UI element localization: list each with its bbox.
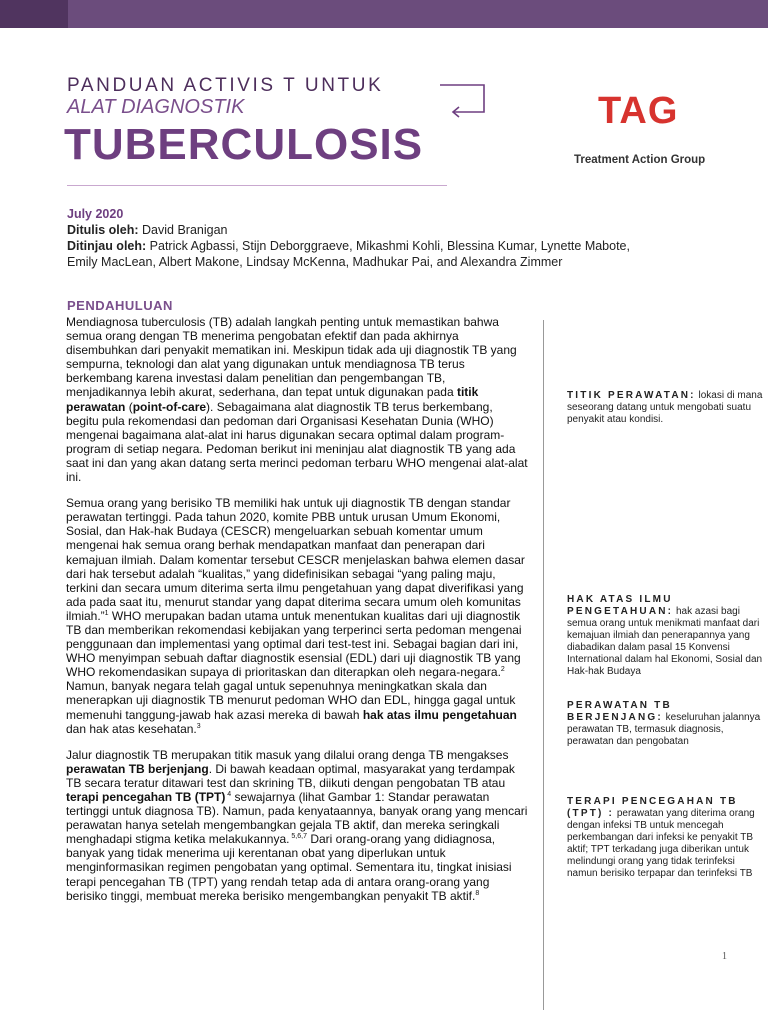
glossary-item bbox=[567, 390, 767, 426]
p1-text-c: ( bbox=[125, 399, 133, 414]
p3-text-e: sewajarnya (lihat Gambar 1: Standar perawatan tertinggi untuk diagnosa TB). Namun, pada kenyataannya, banyak orang yang mencari perawatan hanya setelah mengembangkan gejala TB aktif, dan mereka seringkali menghadapi stigma ketika melakukannya. bbox=[66, 790, 528, 847]
reviewers-names-1: Patrick Agbassi, Stijn Deborggraeve, Mikashmi Kohli, Blessina Kumar, Lynette Mabote, bbox=[149, 239, 630, 253]
glossary-term: TERAPI PENCEGAHAN TB (TPT) : bbox=[567, 796, 738, 819]
p1-bold-term: titik perawatan bbox=[66, 385, 479, 414]
p3-bold-term: perawatan TB berjenjang bbox=[66, 761, 209, 776]
glossary-definition: lokasi di mana seseorang datang untuk mengobati suatu penyakit atau kondisi. bbox=[567, 390, 763, 425]
glossary-item bbox=[567, 594, 767, 678]
title-bracket-arrow-icon bbox=[440, 84, 492, 120]
publish-date: July 2020 bbox=[67, 207, 124, 221]
p2-text-e: dan hak atas kesehatan. bbox=[66, 721, 197, 736]
glossary-term: HAK ATAS ILMU PENGETAHUAN: bbox=[567, 594, 674, 617]
footnote-ref: 8 bbox=[475, 889, 480, 897]
page-title: TUBERCULOSIS bbox=[64, 120, 424, 169]
p3-text-f: Dari orang-orang yang didiagnosa, banyak yang tidak menerima uji kerentanan obat yang diperlukan untuk menginformasikan regimen pengobatan yang optimal. Sementara itu, tingkat inisiasi terapi pencegahan TB (TPT) yang rendah tetap ada di antara orang-orang yang berisiko tinggi, membuat mereka berisiko mengembangkan penyakit TB aktif. bbox=[66, 832, 512, 903]
p2-text-b: WHO merupakan badan utama untuk menentukan kualitas dari uji diagnostik TB dan memberikan rekomendasi kebijakan yang terperinci serta pedoman mengenai penggunaan dan implementasi yang optimal dari test-test ini. Sebagai bagian dari ini, WHO menyimpan sebuah daftar diagnostik esensial (EDL) dari uji diagnostik TB yang WHO rekomendasikan supaya di prioritaskan dan diterapkan oleh negara-negara. bbox=[66, 608, 522, 680]
footnote-ref: 2 bbox=[500, 666, 505, 674]
reviewers-names-2: Emily MacLean, Albert Makone, Lindsay McKenna, Madhukar Pai, and Alexandra Zimmer bbox=[67, 255, 563, 269]
title-subtitle: ALAT DIAGNOSTIK bbox=[67, 96, 245, 118]
footnote-ref: 3 bbox=[196, 722, 201, 730]
glossary-item bbox=[567, 700, 767, 748]
glossary-definition: hak azasi bagi semua orang untuk menikmati manfaat dari kemajuan ilmiah dan penerapannya yang diabadikan dalam pasal 15 Konvensi International dalam hal Ekonomi, Sosial dan Hak-hak Budaya bbox=[567, 606, 763, 677]
glossary-term: TITIK PERAWATAN: bbox=[567, 390, 696, 401]
footnote-ref: 1 bbox=[104, 609, 109, 617]
top-banner-accent bbox=[0, 0, 68, 28]
author-name: David Branigan bbox=[142, 223, 228, 237]
section-heading: PENDAHULUAN bbox=[67, 298, 173, 313]
p3-text-a: Jalur diagnostik TB merupakan titik masuk yang dilalui orang denga TB mengakses bbox=[66, 747, 509, 762]
reviewers-label: Ditinjau oleh: bbox=[67, 239, 147, 253]
page-number: 1 bbox=[722, 951, 727, 962]
glossary-definition: perawatan yang diterima orang dengan infeksi TB untuk mencegah perkembangan dari infeksi ke penyakit TB aktif; TPT terkadang juga diberikan untuk melindungi orang yang tidak terinfeksi namun berisiko terpapar dan terinfeksi TB bbox=[567, 808, 755, 879]
column-divider bbox=[543, 320, 544, 1010]
p3-bold-term-2: terapi pencegahan TB (TPT) bbox=[66, 790, 226, 804]
p2-text-c: Namun, banyak negara telah gagal untuk sepenuhnya meningkatkan skala dan menerapkan uji diagnostik TB menurut pedoman WHO dan EDL, hingga gagal untuk memenuhi tanggung-jawab hak azasi mereka di bawah bbox=[66, 679, 516, 722]
p3-text-c: . Di bawah keadaan optimal, masyarakat yang terdampak TB secara teratur ditawari test dan skrining TB, diikuti dengan pengobatan TB atau bbox=[66, 761, 515, 790]
paragraph-2 bbox=[66, 496, 528, 736]
glossary-term: PERAWATAN TB BERJENJANG: bbox=[567, 700, 672, 723]
p2-text-a: Semua orang yang berisiko TB memiliki hak untuk uji diagnostik TB dengan standar perawatan tertinggi. Pada tahun 2020, komite PBB untuk urusan Umum Ekonomi, Sosial, dan Hak-hak Budaya (CESCR) mengeluarkan sebuah komentar umum mengenai hak semua orang berhak mendapatkan manfaat dan penerapan dari kemajuan ilmiah. Dalam komentar tersebut CESCR menjelaskan bahwa elemen dasar dari hak tersebut adalah “kualitas,” yang didefinisikan sebagai “yang paling maju, terkini dan secara umum diterima serta ilmu pengetahuan yang dapat diverifikasi yang ada pada saat itu, menurut standar yang dapat diterima secara umum oleh komunitas ilmiah.” bbox=[66, 496, 525, 623]
title-kicker: PANDUAN ACTIVIS T UNTUK bbox=[67, 75, 384, 96]
paragraph-1 bbox=[66, 315, 528, 484]
author-label: Ditulis oleh: bbox=[67, 223, 139, 237]
paragraph-3 bbox=[66, 748, 528, 903]
glossary-item bbox=[567, 796, 767, 880]
tag-logo-name: Treatment Action Group bbox=[574, 154, 706, 166]
p1-bold-term-2: point-of-care bbox=[132, 399, 207, 414]
p1-text-e: ). Sebagaimana alat diagnostik TB terus berkembang, begitu pula rekomendasi dan pedoman dari Organisasi Kesehatan Dunia (WHO) mengenai bagaimana alat-alat ini harus digunakan secara optimal dalam program-program di setiap negara. Pedoman berikut ini meninjau alat diagnostik TB yang ada saat ini dan yang akan datang serta merinci pedoman terbaru WHO mengenai alat-alat ini. bbox=[66, 399, 528, 485]
title-divider bbox=[67, 185, 447, 186]
document-meta bbox=[67, 206, 630, 270]
footnote-ref: 5,6,7 bbox=[289, 833, 307, 841]
glossary-definition: keseluruhan jalannya perawatan TB, termasuk diagnosis, perawatan dan pengobatan bbox=[567, 712, 761, 747]
footnote-ref: 4 bbox=[225, 791, 232, 798]
author-line bbox=[67, 222, 630, 238]
top-banner bbox=[0, 0, 768, 28]
p2-bold-term: hak atas ilmu pengetahuan bbox=[362, 707, 517, 722]
reviewers-line bbox=[67, 238, 630, 254]
body-text bbox=[66, 315, 528, 915]
tag-logo: TAG bbox=[598, 90, 679, 132]
p1-text-a: Mendiagnosa tuberculosis (TB) adalah langkah penting untuk memastikan bahwa semua orang dengan TB menerima pengobatan efektif dan pada akhirnya disembuhkan dari penyakit mematikan ini. Meskipun tidak ada uji diagnostik TB yang sempurna, teknologi dan alat yang digunakan untuk mendiagnosa TB terus berkembang karena investasi dalam penelitian dan pengembangan TB, menjadikannya lebih akurat, sederhana, dan tepat untuk digunakan pada bbox=[66, 315, 517, 400]
